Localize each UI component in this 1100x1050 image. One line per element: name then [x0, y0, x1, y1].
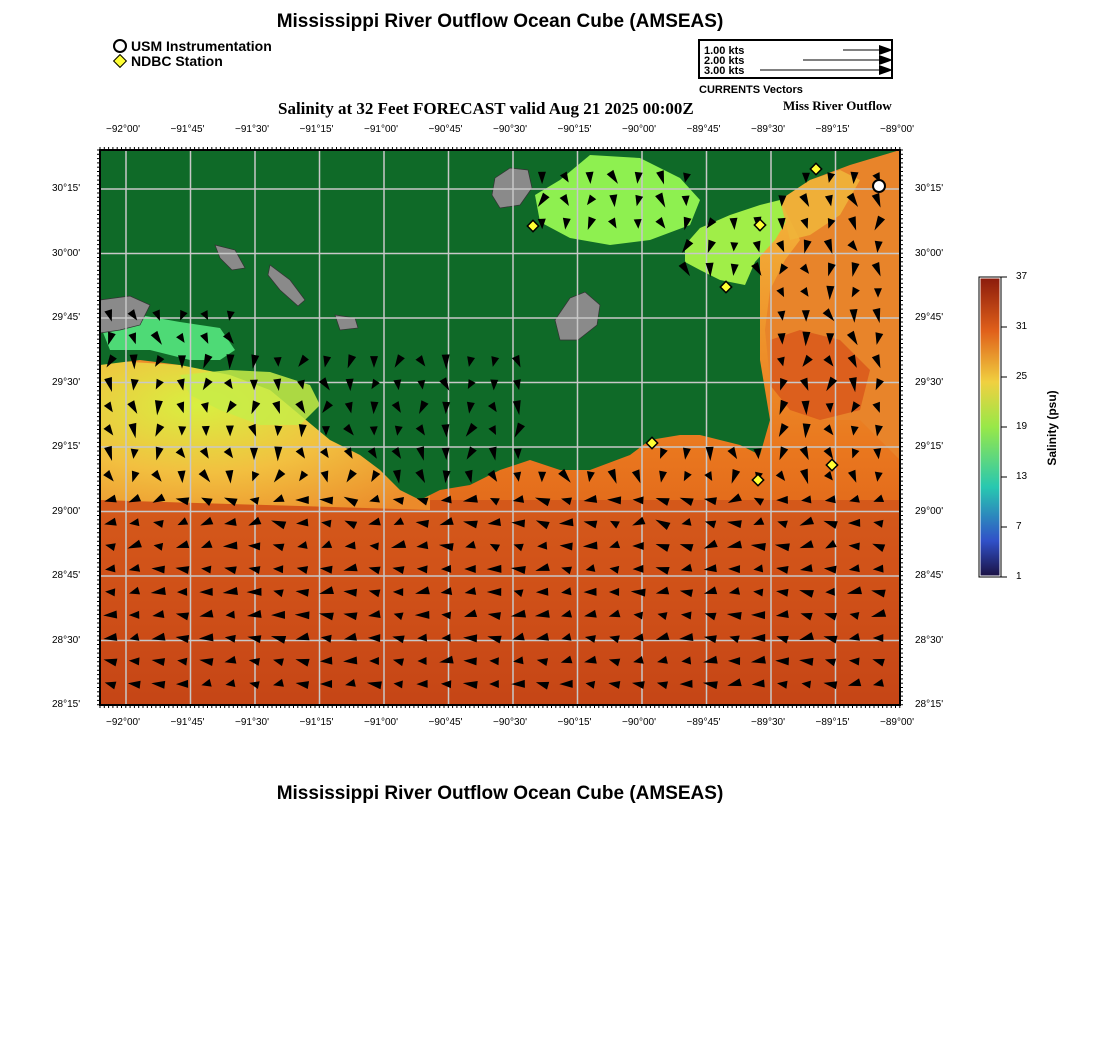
vector-row-2: 2.00 kts	[704, 55, 745, 67]
lon-tick-label-bottom: −90°45'	[428, 717, 463, 728]
vector-caption: CURRENTS Vectors	[699, 84, 803, 96]
lat-tick-label-left: 29°00'	[52, 505, 81, 517]
lon-tick-label-bottom: −92°00'	[106, 717, 140, 728]
vector-row-3: 3.00 kts	[704, 65, 745, 77]
lon-tick-label-bottom: −91°30'	[235, 717, 269, 728]
lat-tick-label-right: 28°15'	[915, 699, 944, 710]
lon-tick-label-top: −91°45'	[170, 124, 205, 135]
lon-tick-label-bottom: −89°30'	[751, 717, 785, 728]
lon-tick-label-bottom: −89°00'	[880, 717, 914, 728]
lat-tick-label-left: 28°30'	[52, 634, 81, 646]
usm-station-marker	[873, 180, 885, 192]
lon-tick-label-top: −91°00'	[364, 124, 398, 135]
lon-tick-label-top: −91°15'	[299, 124, 334, 135]
lat-tick-label-left: 28°45'	[52, 570, 81, 581]
lon-tick-label-top: −89°30'	[751, 124, 785, 135]
legend-ndbc-label: NDBC Station	[131, 53, 223, 69]
lat-tick-label-right: 30°15'	[915, 183, 944, 194]
colorbar-label-7: 7	[1016, 521, 1022, 532]
colorbar-label-13: 13	[1016, 471, 1028, 482]
lat-tick-label-left: 30°15'	[52, 183, 81, 194]
lat-tick-label-left: 29°45'	[52, 312, 81, 323]
colorbar-label-37: 37	[1016, 271, 1028, 282]
lon-tick-label-top: −89°45'	[686, 124, 721, 135]
lat-tick-label-right: 29°00'	[915, 505, 944, 517]
colorbar-title: Salinity (psu)	[1045, 390, 1059, 466]
lat-tick-label-right: 28°30'	[915, 634, 944, 646]
lat-tick-label-right: 30°00'	[915, 247, 944, 259]
lat-tick-label-right: 29°15'	[915, 441, 944, 452]
lon-tick-label-top: −92°00'	[106, 124, 140, 135]
lat-tick-label-left: 28°15'	[52, 699, 81, 710]
vector-row-1: 1.00 kts	[704, 45, 745, 57]
lat-tick-label-right: 29°45'	[915, 312, 944, 323]
lon-tick-label-top: −90°15'	[557, 124, 592, 135]
colorbar-label-31: 31	[1016, 321, 1028, 332]
lon-tick-label-bottom: −90°15'	[557, 717, 592, 728]
footer-title: Mississippi River Outflow Ocean Cube (AMSEAS)	[276, 783, 724, 804]
colorbar-label-25: 25	[1016, 371, 1028, 382]
lat-tick-label-left: 30°00'	[52, 247, 81, 259]
lon-tick-label-top: −89°15'	[815, 124, 850, 135]
lon-tick-label-bottom: −90°30'	[493, 717, 527, 728]
lon-tick-label-top: −90°30'	[493, 124, 527, 135]
lon-tick-label-bottom: −91°45'	[170, 717, 205, 728]
lon-tick-label-top: −90°00'	[622, 124, 656, 135]
outflow-label: Miss River Outflow	[783, 98, 892, 113]
colorbar-label-19: 19	[1016, 421, 1028, 432]
lat-tick-label-left: 29°15'	[52, 441, 81, 452]
lon-tick-label-bottom: −91°00'	[364, 717, 398, 728]
colorbar-label-1: 1	[1016, 571, 1022, 582]
lon-tick-label-bottom: −91°15'	[299, 717, 334, 728]
lon-tick-label-bottom: −89°15'	[815, 717, 850, 728]
lon-tick-label-top: −91°30'	[235, 124, 269, 135]
lon-tick-label-top: −89°00'	[880, 124, 914, 135]
lon-tick-label-bottom: −90°00'	[622, 717, 656, 728]
lat-tick-label-right: 28°45'	[915, 570, 944, 581]
legend-usm-label: USM Instrumentation	[131, 38, 272, 54]
page-title: Mississippi River Outflow Ocean Cube (AMSEAS)	[276, 11, 724, 32]
lon-tick-label-bottom: −89°45'	[686, 717, 721, 728]
lat-tick-label-left: 29°30'	[52, 376, 81, 388]
map-subtitle: Salinity at 32 Feet FORECAST valid Aug 21 2025 00:00Z	[278, 99, 694, 118]
lon-tick-label-top: −90°45'	[428, 124, 463, 135]
lat-tick-label-right: 29°30'	[915, 376, 944, 388]
